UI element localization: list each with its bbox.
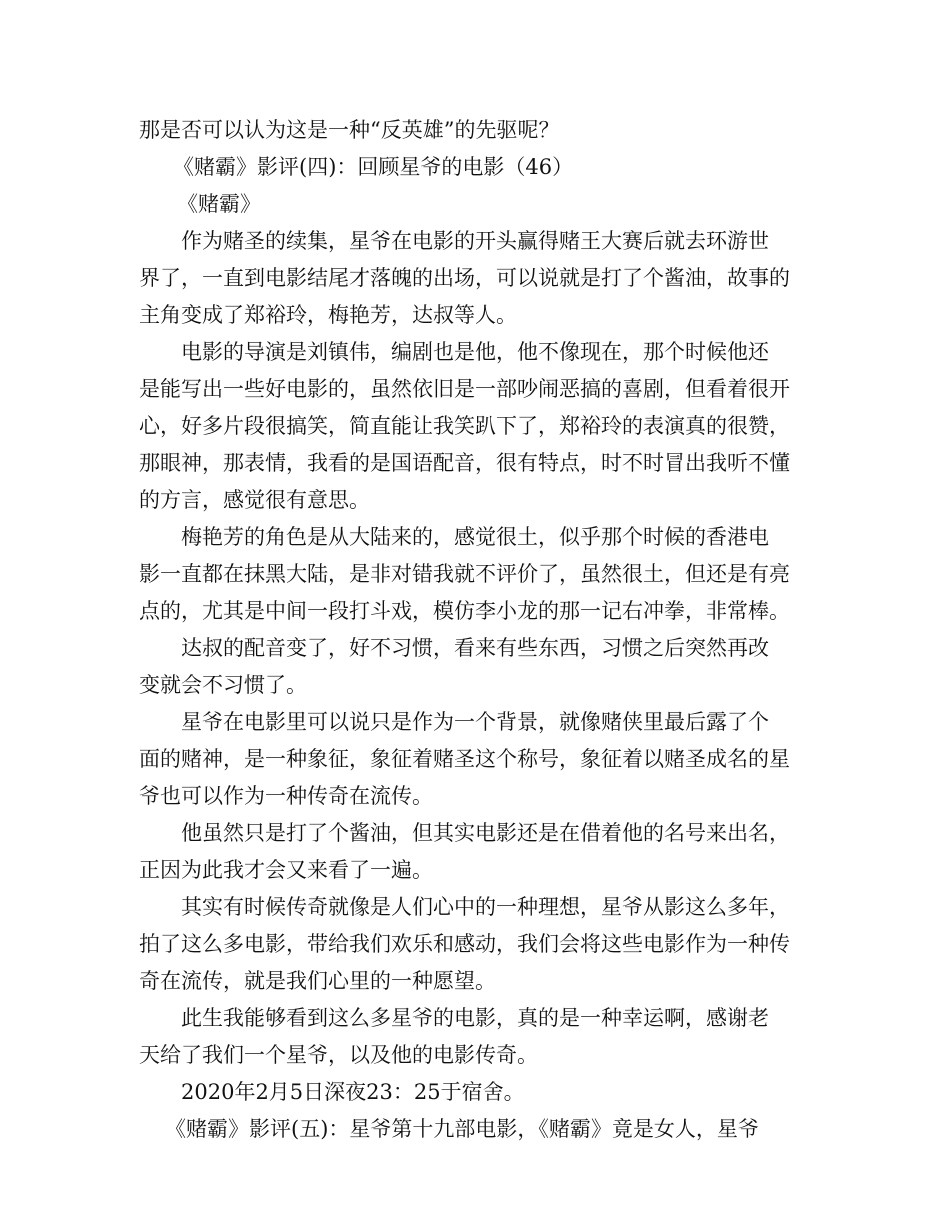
paragraph-line: 心，好多片段很搞笑，简直能让我笑趴下了，郑裕玲的表演真的很赞， (139, 414, 790, 438)
paragraph-line: 那眼神，那表情，我看的是国语配音，很有特点，时不时冒出我听不懂 (139, 451, 790, 475)
paragraph-line: 他虽然只是打了个酱油，但其实电影还是在借着他的名号来出名， (181, 821, 790, 845)
document-body (139, 112, 819, 1148)
paragraph-line: 点的，尤其是中间一段打斗戏，模仿李小龙的那一记右冲拳，非常棒。 (139, 599, 790, 623)
paragraph-line: 天给了我们一个星爷，以及他的电影传奇。 (139, 1043, 538, 1067)
paragraph-line: 作为赌圣的续集，星爷在电影的开头赢得赌王大赛后就去环游世 (181, 229, 769, 253)
paragraph-line: 主角变成了郑裕玲，梅艳芳，达叔等人。 (139, 303, 517, 327)
paragraph-line: 面的赌神，是一种象征，象征着赌圣这个称号，象征着以赌圣成名的星 (139, 747, 790, 771)
paragraph-line: 电影的导演是刘镇伟，编剧也是他，他不像现在，那个时候他还 (181, 340, 769, 364)
paragraph-line: 正因为此我才会又来看了一遍。 (139, 858, 433, 882)
paragraph-line: 达叔的配音变了，好不习惯，看来有些东西，习惯之后突然再改 (181, 636, 769, 660)
paragraph-line: 界了，一直到电影结尾才落魄的出场，可以说就是打了个酱油，故事的 (139, 266, 790, 290)
paragraph-line: 奇在流传，就是我们心里的一种愿望。 (139, 969, 496, 993)
paragraph-line: 梅艳芳的角色是从大陆来的，感觉很土，似乎那个时候的香港电 (181, 525, 769, 549)
paragraph-line: 变就会不习惯了。 (139, 673, 307, 697)
paragraph-line: 其实有时候传奇就像是人们心中的一种理想，星爷从影这么多年， (181, 895, 790, 919)
section-heading: 《赌霸》影评(四)：回顾星爷的电影（46） (173, 155, 574, 179)
paragraph-line: 的方言，感觉很有意思。 (139, 488, 370, 512)
paragraph-line: 星爷在电影里可以说只是作为一个背景，就像赌侠里最后露了个 (181, 710, 769, 734)
paragraph-line: 拍了这么多电影，带给我们欢乐和感动，我们会将这些电影作为一种传 (139, 932, 790, 956)
date-line: 2020年2月5日深夜23：25于宿舍。 (181, 1080, 525, 1104)
paragraph-line: 此生我能够看到这么多星爷的电影，真的是一种幸运啊，感谢老 (181, 1006, 769, 1030)
paragraph-line: 是能写出一些好电影的，虽然依旧是一部吵闹恶搞的喜剧，但看着很开 (139, 377, 790, 401)
subheading: 《赌霸》 (177, 192, 261, 216)
paragraph-line: 影一直都在抹黑大陆，是非对错我就不评价了，虽然很土，但还是有亮 (139, 562, 790, 586)
paragraph-line: 爷也可以作为一种传奇在流传。 (139, 784, 433, 808)
next-section-heading: 《赌霸》影评(五)：星爷第十九部电影，《赌霸》竟是女人，星爷 (165, 1117, 759, 1141)
text-line: 那是否可以认为这是一种“反英雄”的先驱呢？ (139, 118, 560, 142)
